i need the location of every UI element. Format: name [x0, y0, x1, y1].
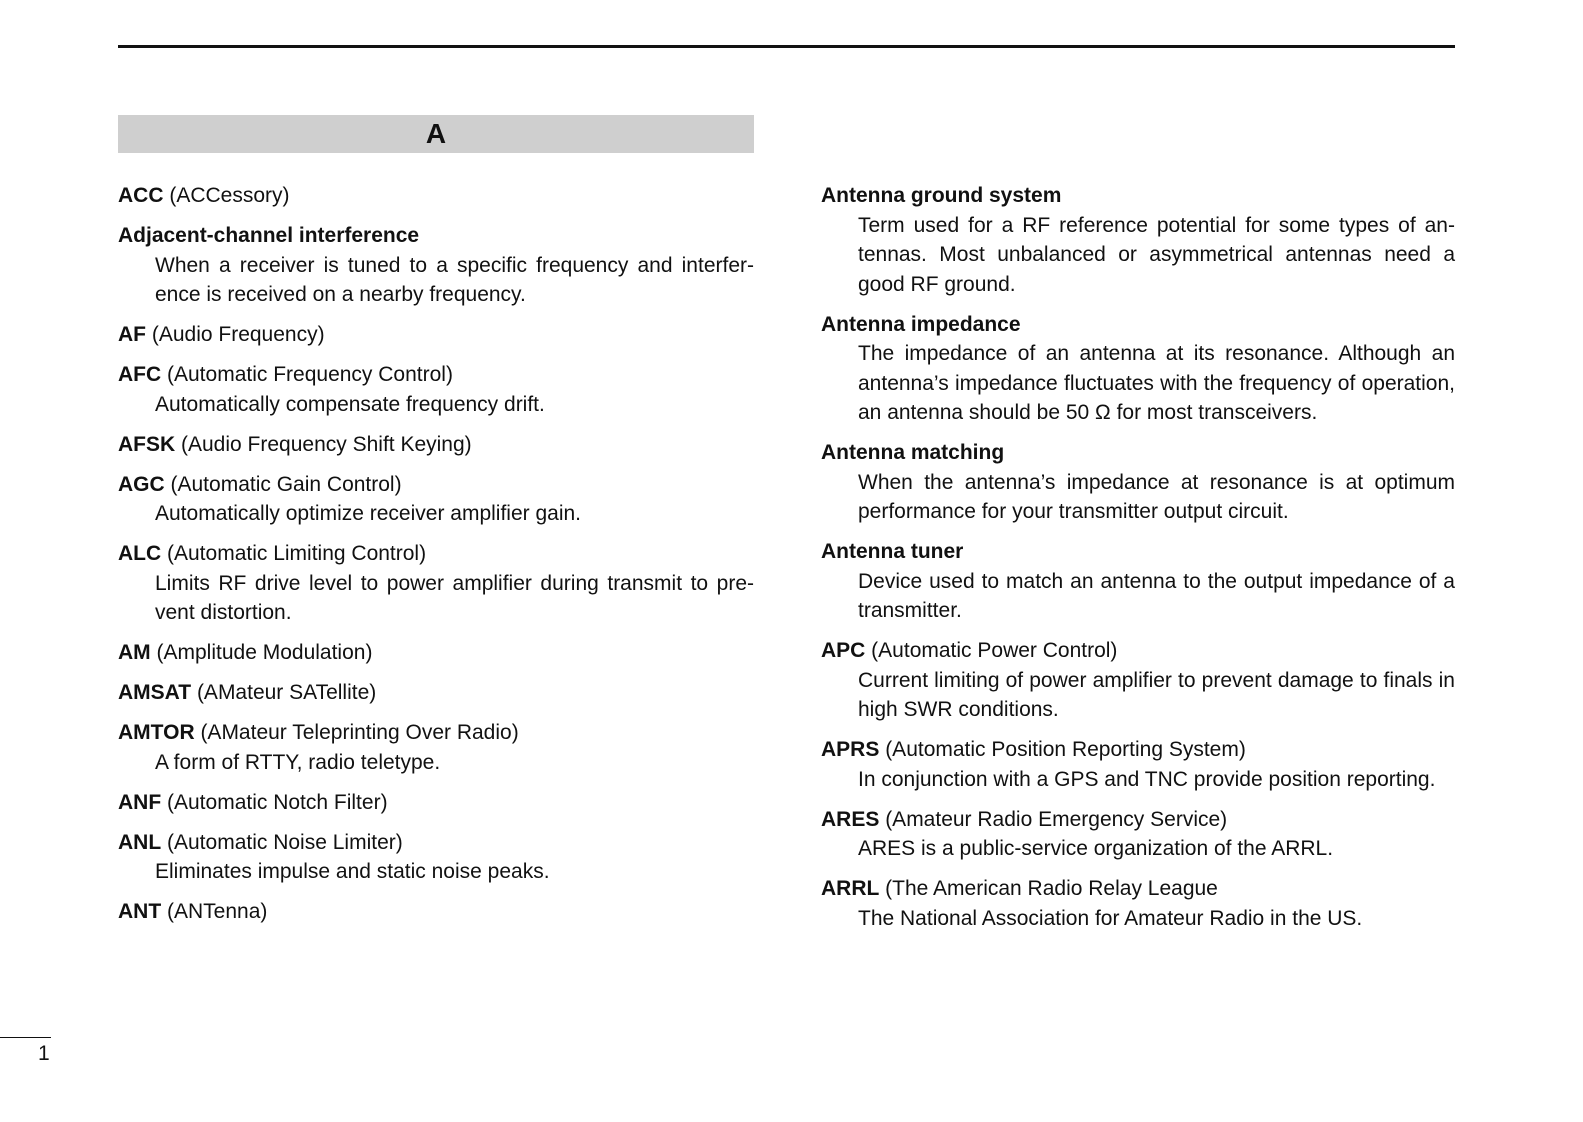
glossary-entry-antenna-tuner	[821, 537, 1455, 626]
term-expansion: (ANTenna)	[161, 900, 268, 923]
glossary-entry-ares	[821, 805, 1455, 864]
term: APRS	[821, 738, 880, 761]
term: ALC	[118, 542, 162, 565]
term-line	[118, 181, 754, 211]
term-line	[821, 874, 1455, 904]
glossary-entry-antenna-matching	[821, 438, 1455, 527]
page-number: 1	[38, 1042, 50, 1065]
term-definition: In conjunction with a GPS and TNC provide position reporting.	[858, 767, 1436, 791]
term-definition: ARES is a public-service organization of the ARRL.	[858, 837, 1334, 860]
term-line	[118, 638, 754, 668]
term-definition: Device used to match an antenna to the output impedance of a transmitter.	[858, 569, 1455, 622]
term-line	[821, 735, 1455, 765]
glossary-entry-anf	[118, 788, 754, 818]
term-expansion: (Audio Frequency)	[146, 323, 325, 346]
section-header-letter: A	[118, 115, 754, 153]
term-definition: The impedance of an antenna at its resonance. Although an antenna’s impedance fluctuates with the frequency of operation, an antenna should be 50 Ω for most transceivers.	[858, 342, 1455, 424]
term-expansion: (The American Radio Relay League	[879, 877, 1218, 900]
term-line	[821, 805, 1455, 835]
glossary-entry-antenna-ground-system	[821, 181, 1455, 299]
term: Antenna ground system	[821, 184, 1062, 207]
glossary-entry-amsat	[118, 678, 754, 708]
term: Adjacent-channel interference	[118, 224, 420, 247]
term-line	[821, 636, 1455, 666]
term-line	[118, 470, 754, 500]
term: ACC	[118, 184, 164, 207]
term-definition: When a receiver is tuned to a specific frequency and interference is received on a nearby frequency.	[155, 253, 754, 306]
glossary-entry-af	[118, 320, 754, 350]
term-definition: Current limiting of power amplifier to prevent damage to finals in high SWR conditions.	[858, 668, 1455, 721]
term-expansion: (Automatic Notch Filter)	[161, 790, 388, 814]
glossary-entry-arrl	[821, 874, 1455, 933]
term: Antenna tuner	[821, 540, 964, 563]
term: AGC	[118, 472, 165, 496]
glossary-entry-acc	[118, 181, 754, 211]
term-line	[821, 537, 1455, 567]
glossary-entry-afsk	[118, 430, 754, 460]
term-expansion: (Automatic Limiting Control)	[161, 542, 427, 565]
glossary-column-right	[821, 181, 1455, 944]
glossary-entry-adjacent-channel-interference	[118, 221, 754, 310]
term-line	[118, 430, 754, 460]
term-expansion: (Automatic Position Reporting System)	[879, 738, 1246, 761]
term-line	[821, 310, 1455, 340]
term-definition: Automatically compensate frequency drift.	[155, 392, 545, 416]
term: AM	[118, 641, 151, 664]
term-definition: Limits RF drive level to power amplifier during transmit to prevent distortion.	[155, 571, 754, 624]
glossary-entry-apc	[821, 636, 1455, 725]
term: ANT	[118, 900, 162, 923]
term: Antenna matching	[821, 441, 1005, 464]
term-expansion: (AMateur SATellite)	[191, 681, 377, 704]
term: AFSK	[118, 432, 176, 456]
term: ANL	[118, 830, 162, 854]
term: APC	[821, 639, 866, 662]
term-line	[118, 221, 754, 251]
term-line	[118, 828, 754, 858]
glossary-entry-ant	[118, 897, 754, 927]
glossary-entry-anl	[118, 828, 754, 887]
glossary-entry-amtor	[118, 718, 754, 777]
term: Antenna impedance	[821, 312, 1021, 336]
term-definition: A form of RTTY, radio teletype.	[155, 750, 441, 774]
term-expansion: (Automatic Power Control)	[865, 639, 1118, 662]
glossary-entry-am	[118, 638, 754, 668]
term-definition: Automatically optimize receiver amplifier gain.	[155, 502, 581, 525]
term-definition: When the antenna’s impedance at resonance is at optimum performance for your transmitter output circuit.	[858, 470, 1455, 523]
term-expansion: (Audio Frequency Shift Keying)	[175, 432, 472, 456]
term-line	[118, 718, 754, 748]
term-line	[118, 897, 754, 927]
term-definition: Term used for a RF reference potential for some types of antennas. Most unbalanced or asymmetrical antennas need a good RF ground.	[858, 213, 1455, 296]
term: AFC	[118, 363, 162, 386]
term-expansion: (Automatic Noise Limiter)	[161, 830, 403, 854]
term-line	[118, 360, 754, 390]
term-expansion: (Amateur Radio Emergency Service)	[879, 807, 1228, 831]
term-line	[821, 181, 1455, 211]
term-expansion: (AMateur Teleprinting Over Radio)	[194, 721, 519, 744]
glossary-entry-agc	[118, 470, 754, 529]
term-definition: Eliminates impulse and static noise peaks.	[155, 860, 550, 883]
term-expansion: (Automatic Gain Control)	[164, 472, 402, 496]
glossary-entry-alc	[118, 539, 754, 628]
top-rule	[118, 45, 1455, 48]
term-definition: The National Association for Amateur Radio in the US.	[858, 906, 1363, 930]
term-line	[118, 788, 754, 818]
term-line	[118, 539, 754, 569]
term: AMSAT	[118, 681, 192, 704]
glossary-entry-afc	[118, 360, 754, 419]
glossary-entry-antenna-impedance	[821, 310, 1455, 428]
term: AF	[118, 323, 146, 346]
glossary-entry-aprs	[821, 735, 1455, 794]
term-line	[118, 320, 754, 350]
term-line	[118, 678, 754, 708]
term-line	[821, 438, 1455, 468]
term-expansion: (Automatic Frequency Control)	[161, 363, 453, 386]
term: AMTOR	[118, 721, 195, 744]
term: ANF	[118, 790, 162, 814]
term-expansion: (ACCessory)	[163, 184, 290, 207]
glossary-column-left	[118, 181, 754, 937]
term: ARES	[821, 807, 880, 831]
term: ARRL	[821, 877, 880, 900]
footer-rule	[0, 1037, 51, 1038]
term-expansion: (Amplitude Modulation)	[150, 641, 373, 664]
